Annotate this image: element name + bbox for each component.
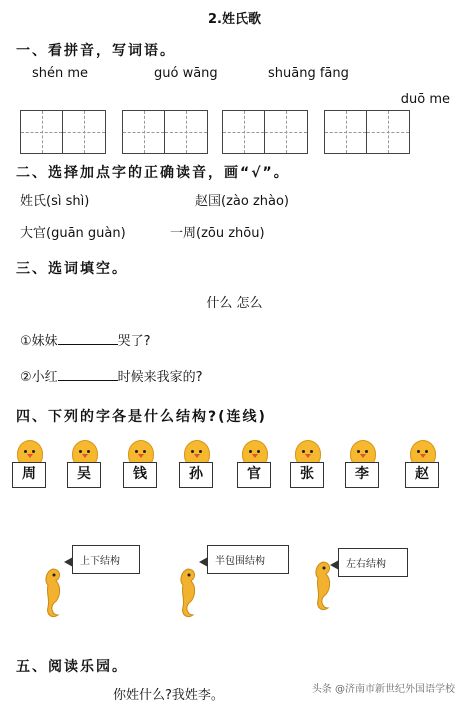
char-label: 官 — [237, 462, 271, 488]
char-card-3[interactable] — [123, 440, 157, 492]
choice-item-4[interactable]: 一周(zōu zhōu) — [170, 226, 265, 241]
choice-item-2[interactable]: 赵国(zào zhào) — [195, 194, 290, 209]
question-1-start: ①妹妹 — [20, 334, 58, 349]
pinyin-4: duō me — [400, 92, 450, 107]
char-card-8[interactable] — [405, 440, 439, 492]
page-title: 2.姓氏歌 — [208, 12, 261, 27]
answer-blank-2[interactable] — [58, 368, 118, 381]
char-card-5[interactable] — [237, 440, 271, 492]
char-card-1[interactable] — [12, 440, 46, 492]
char-label: 张 — [290, 462, 324, 488]
char-label: 吴 — [67, 462, 101, 488]
char-label: 周 — [12, 462, 46, 488]
seahorse-icon — [40, 565, 66, 621]
char-card-2[interactable] — [67, 440, 101, 492]
section2-heading: 二、选择加点字的正确读音，画“√”。 — [16, 165, 290, 181]
question-2-start: ②小红 — [20, 370, 58, 385]
answer-blank-1[interactable] — [58, 332, 118, 345]
section1-heading: 一、看拼音，写词语。 — [16, 43, 176, 59]
writing-grid-3[interactable] — [222, 110, 308, 154]
writing-grid-2[interactable] — [122, 110, 208, 154]
section4-heading: 四、下列的字各是什么结构?(连线) — [16, 409, 267, 425]
char-label: 孙 — [179, 462, 213, 488]
pinyin-3: shuāng fāng — [268, 66, 349, 81]
char-card-6[interactable] — [290, 440, 324, 492]
section5-heading: 五、阅读乐园。 — [16, 659, 128, 675]
watermark: 头条 @济南市新世纪外国语学校 — [311, 684, 455, 695]
char-card-7[interactable] — [345, 440, 379, 492]
char-label: 赵 — [405, 462, 439, 488]
pinyin-1: shén me — [32, 66, 89, 81]
question-1 — [20, 330, 151, 349]
choice-item-3[interactable]: 大官(guān guàn) — [20, 226, 126, 241]
writing-grid-4[interactable] — [324, 110, 410, 154]
choice-item-1[interactable]: 姓氏(sì shì) — [20, 194, 90, 209]
reading-line: 你姓什么?我姓李。 — [113, 688, 224, 703]
structure-option-2[interactable]: 半包围结构 — [207, 545, 289, 574]
char-label: 钱 — [123, 462, 157, 488]
question-2-end: 时候来我家的? — [117, 370, 203, 385]
pinyin-2: guó wāng — [154, 66, 218, 81]
structure-option-3[interactable]: 左右结构 — [338, 548, 408, 577]
structure-option-1[interactable]: 上下结构 — [72, 545, 140, 574]
question-2 — [20, 366, 203, 385]
section3-heading: 三、选词填空。 — [16, 261, 128, 277]
char-label: 李 — [345, 462, 379, 488]
writing-grid-1[interactable] — [20, 110, 106, 154]
question-1-end: 哭了? — [117, 334, 151, 349]
seahorse-icon — [175, 565, 201, 621]
char-card-4[interactable] — [179, 440, 213, 492]
word-options: 什么 怎么 — [206, 296, 263, 311]
